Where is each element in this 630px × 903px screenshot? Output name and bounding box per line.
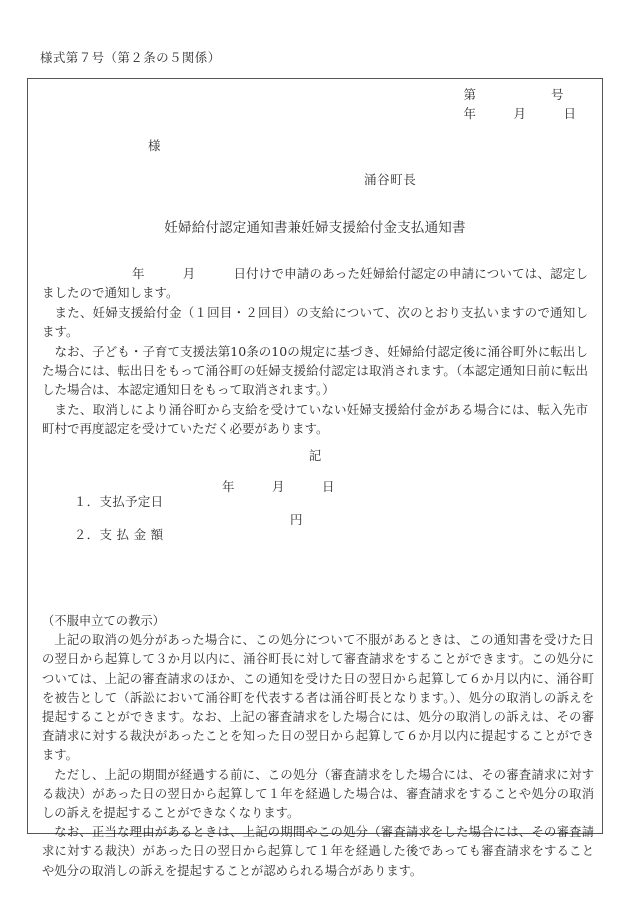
body-paragraph-4: また、取消しにより涌谷町から支給を受けていない妊婦支援給付金がある場合には、転入先市町村で再度認定を受けていただく必要があります。 [42,401,588,437]
ki-marker: 記 [308,448,322,463]
body-paragraph-3: なお、子ども・子育て支援法第10条の10の規定に基づき、妊婦給付認定後に涌谷町外に転出した場合には、転出日をもって涌谷町の妊婦支援給付認定は取消されます。（本認定通知日前に転出した場合は、本認定通知日をもって取消されます。） [42,343,588,398]
payment-item-label: １．支払予定日 [73,494,164,509]
payment-items-list [50,477,570,543]
payment-item-label: ２．支 払 金 額 [73,527,164,542]
form-number-caption: 様式第７号（第２条の５関係） [40,50,221,65]
body-paragraphs [42,264,588,439]
appeal-paragraph-1: 上記の取消の処分があった場合に、この処分について不服があるときは、この通知書を受けた日の翌日から起算して３か月以内に、涌谷町長に対して審査請求をすることができます。この処分については、上記の審査請求のほか、この通知を受けた日の翌日から起算して６か月以内に、涌谷町を被告として（訴訟において涌谷町を代表する者は涌谷町長となります。）、処分の取消しの訴えを提起することができます。なお、上記の審査請求をした場合には、処分の取消しの訴えは、その審査請求に対する裁決があったことを知った日の翌日から起算して６か月以内に提起することができます。 [42,633,594,763]
payment-date-fields: 年 月 日 [222,479,335,494]
notice-body [28,79,602,878]
payment-amount-unit: 円 [290,512,303,527]
appeal-section-heading: （不服申立ての教示） [42,614,165,628]
appeal-paragraph-3: なお、正当な理由があるときは、上記の期間やこの処分（審査請求をした場合には、その審査請求に対する裁決）があった日の翌日から起算して１年を経過した後であっても審査請求をすることや処分の取消しの訴えを提起することが認められる場合があります。 [42,825,594,878]
page-title: 妊婦給付認定通知書兼妊婦支援給付金支払通知書 [164,220,466,236]
payment-item-scheduled-date [50,477,570,510]
body-paragraph-1: 年 月 日付けで申請のあった妊婦給付認定の申請については、認定しましたので通知します。 [42,266,588,301]
body-paragraph-2: また、妊婦支援給付金（１回目・２回目）の支給について、次のとおり支払いますので通知します。 [42,304,588,340]
appeal-paragraph-2: ただし、上記の期間が経過する前に、この処分（審査請求をした場合には、その審査請求に対する裁決）があった日の翌日から起算して１年を経過した場合は、審査請求をすることや処分の取消しの訴えを提起することができなくなります。 [42,767,594,821]
payment-item-amount [50,510,570,543]
appeal-instructions-section [42,612,594,881]
addressee-line: 様 [148,138,161,153]
document-number-line: 第 号 [463,87,564,102]
document-meta-block [463,85,576,123]
document-date-line: 年 月 日 [463,106,576,121]
issuer-name: 涌谷町長 [364,172,417,187]
